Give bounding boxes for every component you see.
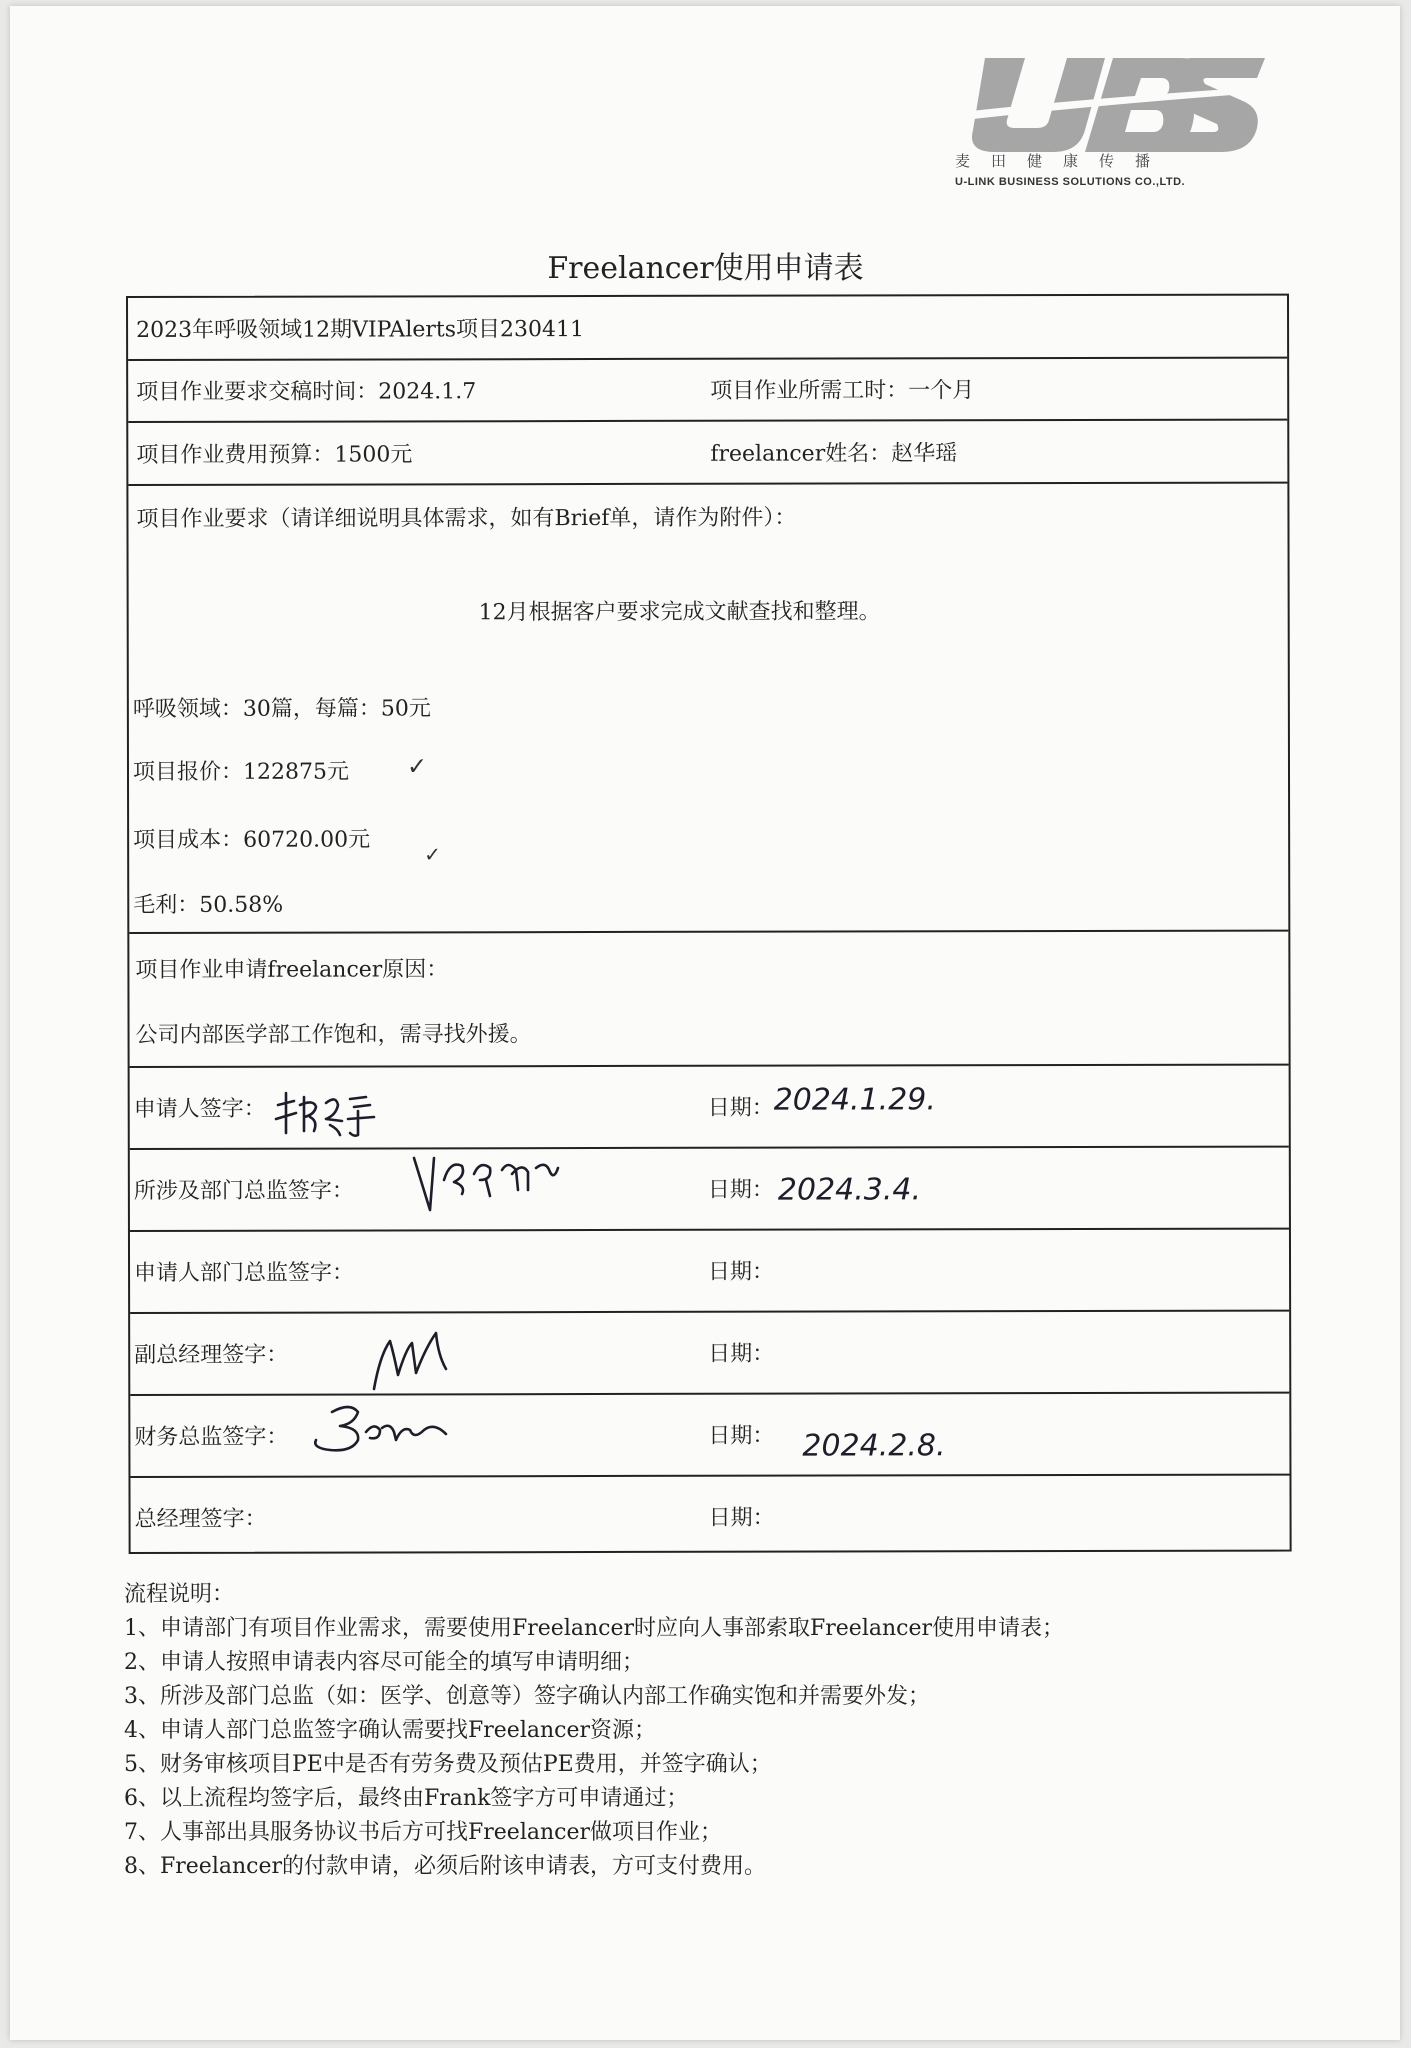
applicant-signature (270, 1085, 390, 1140)
work-time-value: 一个月 (908, 378, 975, 404)
margin-line: 毛利：50.58% (133, 892, 284, 918)
logo-tagline: 麦田健康传播 (955, 152, 1172, 170)
row-divider (130, 1310, 1289, 1314)
row-divider (128, 357, 1287, 361)
requirements-description: 12月根据客户要求完成文献查找和整理。 (478, 599, 881, 626)
work-time-label: 项目作业所需工时： (710, 378, 909, 404)
finance-director-date-value: 2024.2.8. (802, 1428, 946, 1464)
quote-line: 项目报价：122875元 (132, 759, 350, 785)
logo-company-name: U-LINK BUSINESS SOLUTIONS CO.,LTD. (955, 176, 1186, 188)
reason-value: 公司内部医学部工作饱和，需寻找外援。 (135, 1022, 532, 1048)
deadline-value: 2024.1.7 (378, 379, 477, 405)
row-divider (130, 1064, 1289, 1068)
freelancer-name-field (710, 436, 957, 468)
deputy-gm-signature (360, 1325, 470, 1395)
process-note-item: 3、所涉及部门总监（如：医学、创意等）签字确认内部工作确实饱和并需要外发； (124, 1684, 930, 1709)
requirements-label: 项目作业要求（请详细说明具体需求，如有Brief单，请作为附件）： (136, 505, 797, 532)
freelancer-name-label: freelancer姓名： (710, 441, 892, 467)
row-divider (128, 419, 1287, 423)
project-name: 2023年呼吸领域12期VIPAlerts项目230411 (136, 317, 585, 343)
applicant-director-signature-label: 申请人部门总监签字： (134, 1260, 355, 1286)
cost-check-mark: ✓ (424, 842, 441, 867)
row-divider (130, 1474, 1289, 1478)
applicant-signature-label: 申请人签字： (133, 1096, 266, 1122)
process-notes-heading: 流程说明： (124, 1582, 235, 1607)
quote-check-mark: ✓ (406, 752, 428, 781)
process-note-item: 5、财务审核项目PE中是否有劳务费及预估PE费用，并签字确认； (124, 1752, 772, 1777)
process-note-item: 4、申请人部门总监签字确认需要找Freelancer资源； (124, 1718, 656, 1743)
form-title: Freelancer使用申请表 (547, 251, 864, 286)
finance-director-signature (310, 1400, 460, 1460)
related-director-signature (410, 1150, 570, 1220)
deadline-field (136, 374, 476, 406)
row-divider (128, 482, 1287, 486)
row-divider (130, 1392, 1289, 1396)
finance-director-date-label: 日期： (708, 1423, 775, 1449)
row-divider (129, 930, 1288, 934)
deputy-gm-date-label: 日期： (708, 1341, 775, 1367)
application-table (126, 294, 1292, 1554)
gm-date-label: 日期： (708, 1505, 775, 1531)
reason-label: 项目作业申请freelancer原因： (135, 957, 449, 983)
deputy-gm-signature-label: 副总经理签字： (134, 1342, 289, 1368)
finance-director-signature-label: 财务总监签字： (134, 1424, 289, 1450)
applicant-date-value: 2024.1.29. (773, 1082, 936, 1118)
cost-line: 项目成本：60720.00元 (133, 827, 371, 853)
requirements-field-line: 呼吸领域：30篇，每篇：50元 (132, 696, 431, 722)
budget-value: 1500元 (334, 442, 413, 468)
process-notes (124, 1578, 1294, 1884)
process-note-item: 7、人事部出具服务协议书后方可找Freelancer做项目作业； (124, 1820, 722, 1845)
applicant-director-date-label: 日期： (708, 1259, 775, 1285)
freelancer-name-value: 赵华瑶 (891, 441, 958, 467)
row-divider (130, 1146, 1289, 1150)
process-note-item: 1、申请部门有项目作业需求，需要使用Freelancer时应向人事部索取Freelancer使用申请表； (124, 1616, 1064, 1641)
work-time-field (710, 373, 974, 405)
related-director-date-value: 2024.3.4. (777, 1172, 922, 1208)
applicant-date-label: 日期： (707, 1095, 774, 1121)
process-note-item: 2、申请人按照申请表内容尽可能全的填写申请明细； (124, 1650, 644, 1675)
gm-signature-label: 总经理签字： (134, 1506, 267, 1532)
related-director-date-label: 日期： (707, 1177, 774, 1203)
process-note-item: 6、以上流程均签字后，最终由Frank签字方可申请通过； (124, 1786, 689, 1811)
deadline-label: 项目作业要求交稿时间： (136, 379, 379, 405)
budget-field (136, 437, 412, 469)
related-director-signature-label: 所涉及部门总监签字： (133, 1178, 354, 1204)
process-note-item: 8、Freelancer的付款申请，必须后附该申请表，方可支付费用。 (124, 1854, 766, 1879)
row-divider (130, 1228, 1289, 1232)
budget-label: 项目作业费用预算： (136, 442, 335, 468)
